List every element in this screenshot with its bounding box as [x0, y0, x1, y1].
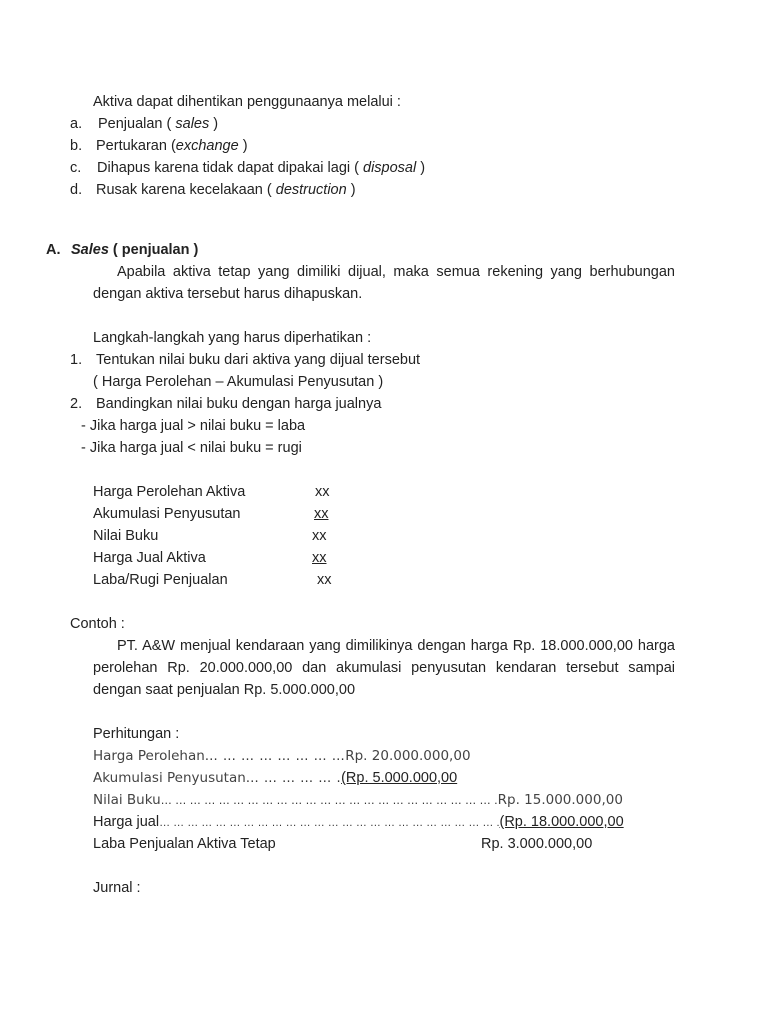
calc-row-laba-value: Rp. 3.000.000,00 — [481, 836, 593, 852]
bullet-laba: - Jika harga jual > nilai buku = laba — [81, 418, 306, 434]
formula-value: xx — [314, 506, 329, 522]
step2-text: Bandingkan nilai buku dengan harga jualnya — [96, 396, 382, 412]
formula-value: xx — [312, 550, 327, 566]
formula-value: xx — [317, 572, 332, 588]
bullet-rugi: - Jika harga jual < nilai buku = rugi — [81, 440, 302, 456]
formula-label: Harga Perolehan Aktiva — [93, 484, 246, 500]
intro-marker-c: c. — [70, 160, 82, 176]
intro-heading: Aktiva dapat dihentikan penggunaanya melalui : — [93, 94, 401, 110]
calc-heading: Perhitungan : — [93, 726, 180, 742]
intro-marker-d: d. — [70, 182, 83, 198]
formula-value: xx — [312, 528, 327, 544]
calc-row-harga-perolehan: Harga Perolehan… … … … … … … …Rp. 20.000.000,00 — [93, 748, 471, 764]
formula-label: Laba/Rugi Penjualan — [93, 572, 228, 588]
intro-item-d: Rusak karena kecelakaan ( destruction ) — [96, 182, 356, 198]
formula-label: Nilai Buku — [93, 528, 159, 544]
journal-label: Jurnal : — [93, 880, 141, 896]
intro-marker-a: a. — [70, 116, 83, 132]
step1-subtext: ( Harga Perolehan – Akumulasi Penyusutan ) — [93, 374, 384, 390]
calc-row-laba-label: Laba Penjualan Aktiva Tetap — [93, 836, 276, 852]
example-paragraph: PT. A&W menjual kendaraan yang dimilikinya dengan harga Rp. 18.000.000,00 harga perolehan Rp. 20.000.000,00 dan akumulasi penyusutan kendaran tersebut sampai dengan saat penjualan Rp. 5.000.000,00 — [93, 638, 675, 698]
formula-label: Harga Jual Aktiva — [93, 550, 206, 566]
section-a-paragraph: Apabila aktiva tetap yang dimiliki dijual, maka semua rekening yang berhubungan dengan aktiva tersebut harus dihapuskan. — [93, 264, 675, 302]
step2-marker: 2. — [70, 396, 83, 412]
section-a-title: Sales ( penjualan ) — [71, 242, 199, 258]
step1-marker: 1. — [70, 352, 83, 368]
formula-value: xx — [315, 484, 330, 500]
calc-row-nilai-buku: Nilai Buku… … … … … … … … … … … … … … … … … … … … … … … .Rp. 15.000.000,00 — [93, 792, 623, 808]
steps-heading: Langkah-langkah yang harus diperhatikan : — [93, 330, 372, 346]
intro-marker-b: b. — [70, 138, 83, 154]
step1-text: Tentukan nilai buku dari aktiva yang dijual tersebut — [96, 352, 421, 368]
calc-row-harga-jual: Harga jual… … … … … … … … … … … … … … … … … … … … … … … … .(Rp. 18.000.000,00 — [93, 814, 624, 830]
calc-row-akumulasi: Akumulasi Penyusutan… … … … … .(Rp. 5.000.000,00 — [93, 770, 458, 786]
intro-item-b: Pertukaran (exchange ) — [96, 138, 248, 154]
example-label: Contoh : — [70, 616, 125, 632]
section-a-marker: A. — [46, 242, 61, 258]
intro-item-a: Penjualan ( sales ) — [98, 116, 219, 132]
intro-item-c: Dihapus karena tidak dapat dipakai lagi ( disposal ) — [97, 160, 426, 176]
formula-label: Akumulasi Penyusutan — [93, 506, 241, 522]
